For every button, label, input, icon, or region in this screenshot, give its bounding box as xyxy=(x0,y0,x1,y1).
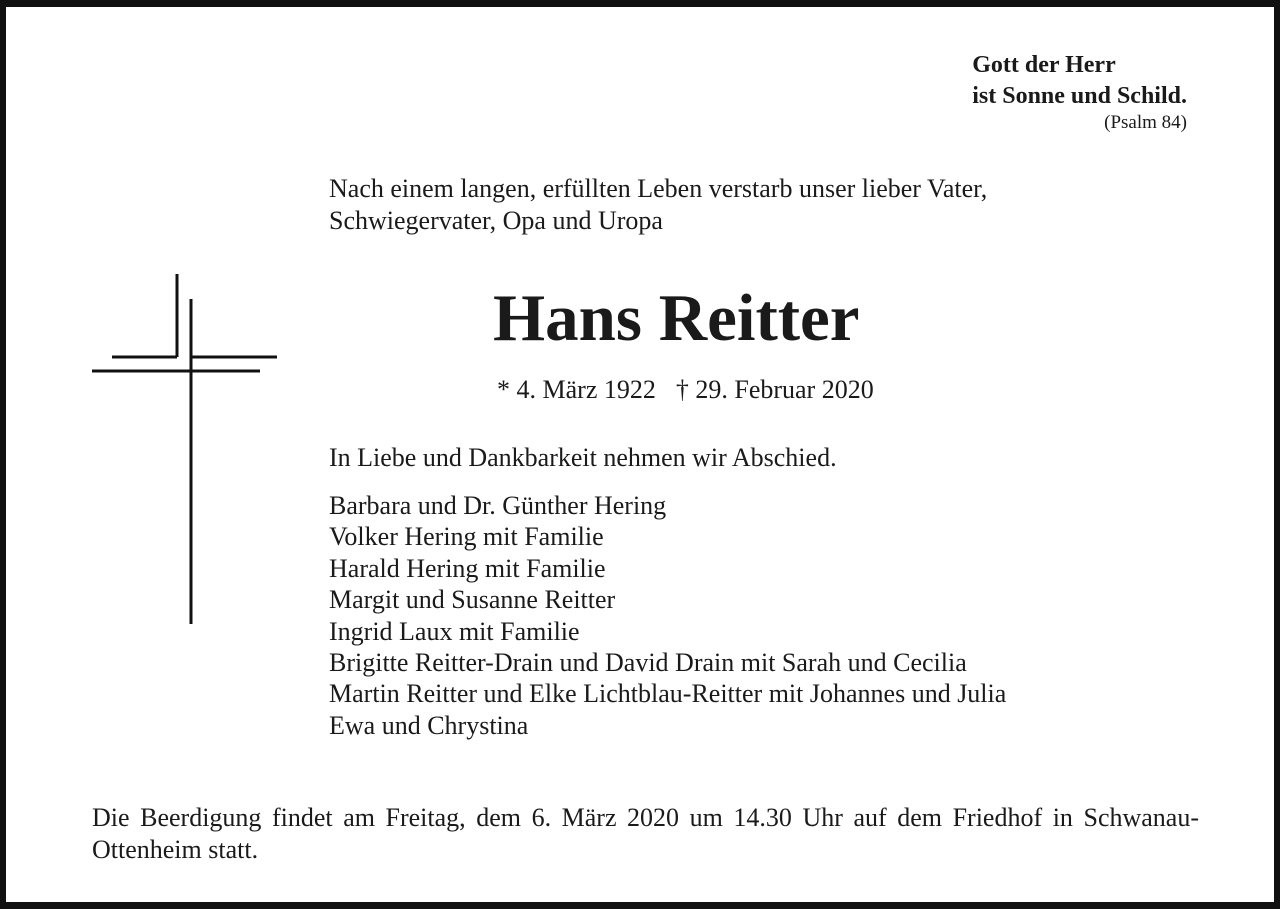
bible-verse-line-1: Gott der Herr xyxy=(972,52,1116,78)
deceased-name: Hans Reitter xyxy=(493,281,860,355)
birth-date: * 4. März 1922 xyxy=(497,375,656,404)
death-date: † 29. Februar 2020 xyxy=(675,375,874,404)
bible-verse-reference: (Psalm 84) xyxy=(1104,112,1187,133)
intro-line-1: Nach einem langen, erfüllten Leben verstarb unser lieber Vater, xyxy=(329,174,988,203)
mourner-item: Margit und Susanne Reitter xyxy=(329,585,616,615)
mourner-item: Harald Hering mit Familie xyxy=(329,553,606,583)
mourner-item: Brigitte Reitter-Drain und David Drain mit Sarah und Cecilia xyxy=(329,648,967,678)
farewell-text: In Liebe und Dankbarkeit nehmen wir Abschied. xyxy=(329,443,837,472)
mourner-item: Ingrid Laux mit Familie xyxy=(329,616,580,646)
funeral-details: Die Beerdigung findet am Freitag, dem 6. März 2020 um 14.30 Uhr auf dem Friedhof in Schwanau-Ottenheim statt. xyxy=(92,803,1199,864)
bible-verse-line-2: ist Sonne und Schild. xyxy=(972,83,1187,109)
intro-text xyxy=(329,173,987,237)
mourner-item: Barbara und Dr. Günther Hering xyxy=(329,491,667,520)
mourner-item: Volker Hering mit Familie xyxy=(329,522,604,552)
bible-verse xyxy=(972,50,1187,134)
life-dates xyxy=(497,374,874,406)
intro-line-2: Schwiegervater, Opa und Uropa xyxy=(329,206,663,235)
mourner-item: Martin Reitter und Elke Lichtblau-Reitter mit Johannes und Julia xyxy=(329,679,1007,709)
mourner-item: Ewa und Chrystina xyxy=(329,710,529,740)
mourners-list xyxy=(329,490,1006,741)
cross-icon xyxy=(92,274,282,629)
